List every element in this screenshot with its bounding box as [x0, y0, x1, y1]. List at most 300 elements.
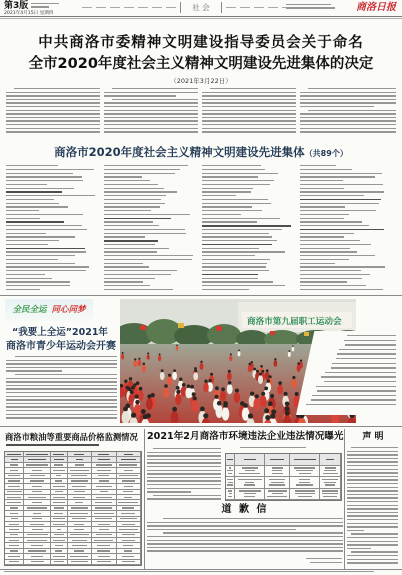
table-cell: [265, 489, 290, 501]
athlete-head: [214, 395, 218, 399]
cell-text: [30, 475, 45, 476]
table-cell: [92, 560, 116, 565]
athlete-head: [193, 396, 197, 400]
cell-text: [95, 507, 112, 508]
text-line: [104, 263, 143, 264]
text-line: [104, 92, 198, 93]
cell-text: [71, 507, 88, 508]
honor-list-col3: [202, 165, 296, 292]
text-line: [202, 218, 280, 219]
athlete-head: [176, 390, 180, 394]
text-line: [14, 88, 100, 89]
text-line: [6, 199, 54, 200]
athlete-head: [159, 354, 161, 356]
athlete-body: [142, 365, 146, 372]
text-line: [104, 229, 185, 230]
cell-text: [122, 561, 135, 562]
athlete-head: [190, 385, 194, 389]
text-line: [104, 184, 158, 185]
cell-text: [53, 518, 64, 519]
cell-text: [56, 475, 61, 476]
text-line: [300, 263, 335, 264]
athlete-head: [192, 392, 196, 396]
cell-text: [97, 470, 111, 471]
photo-banner-text: 商洛市第九届职工运动会: [247, 317, 342, 327]
cell-text: [323, 496, 336, 497]
cell-text: [95, 518, 112, 519]
cell-text: [33, 513, 41, 514]
page-number: 第3版: [4, 1, 29, 11]
athlete-body: [133, 360, 137, 367]
cell-text: [119, 464, 137, 465]
text-line: [147, 452, 221, 453]
cell-text: [70, 513, 88, 514]
text-line: [104, 206, 160, 207]
text-line: [104, 120, 198, 121]
text-line: [202, 225, 291, 227]
text-line: [147, 491, 191, 492]
text-line: [6, 195, 95, 196]
athlete-head: [135, 395, 139, 399]
table-cell: [320, 489, 341, 501]
honor-list-col2: [104, 165, 198, 292]
athlete-head: [164, 384, 168, 388]
text-line: [147, 525, 343, 526]
text-line: [6, 378, 117, 379]
athlete-head: [147, 394, 151, 398]
table-cell: [265, 477, 290, 489]
text-line: [202, 251, 285, 252]
text-line: [6, 236, 75, 237]
text-line: [331, 367, 396, 368]
cell-text: [8, 486, 20, 487]
cell-text: [74, 524, 84, 525]
text-line: [104, 255, 193, 256]
text-line: [6, 188, 74, 189]
cell-text: [53, 470, 65, 471]
text-line: [104, 131, 198, 132]
text-line: [104, 191, 177, 192]
athlete-body: [203, 383, 209, 393]
cell-text: [30, 480, 44, 481]
athlete-head: [228, 370, 231, 373]
text-line: [347, 508, 398, 509]
statement-text: [347, 447, 398, 567]
text-line: [104, 289, 173, 290]
cell-text: [121, 459, 136, 460]
text-line: [104, 95, 176, 96]
text-line: [104, 102, 198, 103]
text-line: [6, 444, 99, 446]
cell-text: [299, 473, 311, 474]
text-line: [6, 270, 86, 271]
cell-text: [298, 496, 313, 497]
text-line: [202, 92, 296, 93]
flag: [140, 325, 146, 330]
text-line: [202, 95, 296, 96]
honor-list-col4: [300, 165, 396, 292]
table-cell: [5, 560, 24, 565]
environment-violation-table: [225, 453, 342, 501]
athlete-body: [121, 354, 124, 360]
cell-text: [324, 482, 336, 483]
text-line: [6, 266, 89, 267]
text-line: [6, 176, 82, 177]
text-line: [300, 120, 396, 121]
cell-text: [228, 473, 231, 474]
cell-text: [32, 518, 41, 519]
athlete-head: [295, 392, 299, 396]
athlete-body: [175, 393, 181, 405]
cell-text: [227, 484, 233, 485]
header-rule-thin: [0, 18, 402, 19]
cell-text: [239, 490, 261, 491]
text-line: [6, 99, 100, 100]
text-line: [147, 455, 221, 456]
athlete-head: [173, 369, 176, 372]
text-line: [4, 571, 374, 572]
cell-text: [74, 454, 84, 455]
text-line: [300, 255, 375, 256]
text-line: [300, 248, 350, 249]
text-line: [153, 495, 221, 496]
text-line: [104, 221, 153, 222]
text-line: [15, 356, 117, 357]
text-line: [104, 281, 143, 282]
table-cell: [235, 477, 265, 489]
text-line: [104, 244, 155, 245]
text-line: [6, 106, 100, 107]
text-line: [202, 236, 272, 237]
cell-text: [294, 467, 315, 468]
text-line: [6, 406, 117, 407]
text-line: [347, 555, 398, 556]
cell-text: [323, 473, 338, 474]
athlete-head: [230, 353, 232, 355]
text-line: [300, 176, 375, 177]
text-line: [300, 199, 381, 201]
column-divider: [344, 429, 345, 569]
text-line: [202, 113, 296, 114]
text-line: [347, 523, 398, 524]
table-cell: [24, 560, 51, 565]
cell-text: [99, 480, 109, 481]
athlete-body: [238, 351, 241, 356]
text-line: [6, 414, 117, 415]
athlete-body: [138, 360, 142, 367]
text-line: [104, 195, 166, 196]
athlete-head: [172, 407, 177, 412]
text-line: [6, 403, 117, 404]
text-line: [300, 285, 366, 286]
text-line: [147, 543, 343, 544]
athlete-head: [259, 373, 262, 376]
cell-text: [98, 454, 109, 455]
text-line: [6, 225, 82, 226]
text-line: [6, 218, 40, 219]
text-line: [300, 173, 382, 174]
cell-text: [322, 493, 339, 494]
athlete-body: [222, 407, 230, 421]
athlete-body: [200, 363, 204, 370]
text-line: [147, 466, 221, 467]
cell-text: [227, 470, 233, 471]
cell-text: [124, 486, 133, 487]
column-divider: [144, 429, 145, 569]
athlete-head: [278, 381, 282, 385]
photo-caption-text: [304, 335, 396, 411]
text-line: [104, 106, 198, 107]
cell-text: [70, 556, 88, 557]
text-line: [300, 206, 345, 207]
cell-text: [245, 470, 255, 471]
text-line: [300, 259, 349, 260]
text-line: [147, 473, 221, 474]
flag: [304, 332, 309, 336]
text-line: [310, 562, 342, 563]
cell-text: [98, 459, 110, 460]
text-line: [202, 240, 277, 241]
text-line: [300, 221, 362, 222]
cell-text: [119, 529, 138, 530]
text-line: [6, 191, 62, 193]
text-line: [300, 281, 347, 282]
athlete-body: [253, 398, 260, 410]
text-line: [6, 240, 59, 241]
text-line: [347, 505, 398, 506]
athlete-body: [234, 392, 240, 403]
text-line: [300, 106, 374, 107]
text-line: [112, 88, 198, 89]
text-line: [6, 396, 117, 397]
text-line: [202, 255, 255, 256]
text-line: [347, 515, 398, 516]
flag: [270, 331, 275, 335]
cell-text: [296, 470, 313, 471]
text-line: [104, 278, 155, 279]
text-line: [336, 358, 396, 359]
cell-text: [123, 491, 133, 492]
cell-text: [270, 459, 284, 460]
athlete-body: [274, 360, 278, 367]
athlete-body: [163, 387, 169, 398]
cell-text: [32, 529, 43, 530]
athlete-head: [182, 383, 186, 387]
athlete-head: [253, 368, 256, 371]
table-cell: [117, 560, 141, 565]
text-line: [104, 274, 171, 275]
athlete-head: [139, 387, 143, 391]
apology-letter-text: [147, 518, 343, 556]
text-line: [104, 180, 150, 181]
text-line: [6, 110, 100, 111]
cell-text: [32, 486, 43, 487]
text-line: [300, 102, 396, 103]
athlete-head: [264, 387, 268, 391]
text-line: [202, 244, 272, 246]
text-line: [202, 206, 252, 207]
text-line: [347, 548, 371, 549]
cell-text: [121, 513, 135, 514]
text-line: [300, 218, 344, 219]
text-line: [147, 488, 221, 489]
cell-text: [244, 493, 256, 494]
text-line: [210, 88, 296, 89]
cell-text: [244, 496, 255, 497]
cell-text: [10, 534, 18, 535]
text-line: [347, 335, 396, 336]
cell-text: [118, 502, 138, 503]
text-line: [104, 270, 177, 271]
cell-text: [122, 556, 134, 557]
cell-text: [27, 507, 47, 508]
text-line: [6, 221, 64, 223]
table-header-cell: [226, 454, 235, 466]
cell-text: [299, 482, 310, 483]
cell-text: [27, 534, 48, 535]
cell-text: [72, 486, 86, 487]
text-line: [202, 203, 271, 204]
decision-body-col4: [300, 88, 396, 136]
text-line: [300, 195, 364, 196]
cell-text: [31, 556, 42, 557]
cell-text: [124, 454, 133, 455]
text-line: [202, 270, 269, 271]
cell-text: [94, 540, 113, 541]
text-line: [240, 447, 306, 448]
cell-text: [74, 550, 84, 551]
cell-text: [122, 540, 135, 541]
athlete-body: [292, 347, 295, 352]
text-line: [6, 95, 100, 96]
environment-table-caption: [240, 447, 330, 451]
athlete-body: [229, 355, 232, 361]
text-line: [347, 544, 398, 545]
athlete-head: [210, 373, 213, 376]
text-line: [300, 233, 354, 234]
cell-text: [10, 464, 17, 465]
cell-text: [97, 550, 110, 551]
text-line: [104, 251, 157, 252]
cell-text: [75, 464, 84, 465]
athlete-head: [131, 413, 136, 418]
cell-text: [322, 479, 338, 480]
sports-body-text: [6, 356, 117, 422]
athlete-head: [122, 352, 124, 354]
text-line: [202, 281, 273, 282]
athlete-head: [143, 363, 146, 366]
decision-body-col3: [202, 88, 296, 136]
text-line: [347, 530, 364, 531]
cell-text: [53, 524, 65, 525]
cell-text: [57, 529, 62, 530]
text-line: [147, 459, 221, 460]
text-line: [202, 214, 241, 215]
athlete-head: [249, 363, 252, 366]
athlete-head: [264, 408, 269, 413]
athlete-head: [200, 407, 205, 412]
athlete-head: [147, 352, 149, 354]
text-line: [202, 128, 296, 129]
text-line: [6, 214, 83, 215]
text-line: [286, 4, 331, 5]
cell-text: [53, 556, 66, 557]
text-line: [347, 487, 398, 488]
cell-text: [227, 479, 233, 480]
athlete-body: [191, 400, 198, 413]
cell-text: [229, 467, 232, 468]
cell-text: [272, 473, 283, 474]
text-line: [147, 470, 221, 471]
athlete-head: [268, 401, 273, 406]
header-rule: [0, 16, 402, 17]
athlete-body: [258, 375, 263, 384]
text-line: [6, 360, 117, 361]
text-line: [347, 541, 398, 542]
text-line: [6, 165, 58, 166]
decision-date: （2021年3月22日）: [170, 77, 232, 85]
athlete-head: [292, 345, 294, 347]
text-line: [6, 180, 83, 181]
text-line: [308, 88, 396, 89]
cell-text: [122, 480, 135, 481]
text-line: [104, 176, 142, 177]
text-line: [300, 270, 361, 271]
text-line: [300, 214, 349, 215]
cell-text: [99, 529, 109, 530]
cell-text: [98, 475, 109, 476]
text-line: [202, 229, 282, 230]
athlete-body: [227, 372, 232, 380]
athlete-head: [285, 402, 290, 407]
cell-text: [30, 524, 43, 525]
athlete-head: [300, 360, 302, 362]
athlete-body: [260, 395, 267, 407]
text-line: [300, 124, 396, 125]
text-line: [104, 225, 159, 226]
table-cell: [265, 466, 290, 478]
text-line: [300, 236, 344, 237]
athlete-head: [194, 369, 197, 372]
cell-text: [98, 524, 110, 525]
text-line: [300, 188, 344, 189]
athlete-head: [292, 376, 295, 379]
text-line: [6, 285, 70, 286]
text-line: [202, 173, 278, 174]
cell-text: [124, 497, 132, 498]
cell-text: [10, 507, 18, 508]
newspaper-logo: 商洛日报: [356, 2, 396, 13]
athlete-head: [270, 414, 275, 419]
environment-report-text: [147, 448, 221, 502]
cell-text: [269, 484, 285, 485]
price-monitor-table: [4, 451, 142, 566]
cell-text: [27, 540, 47, 541]
text-line: [6, 113, 100, 114]
text-line: [104, 214, 190, 215]
text-line: [6, 244, 48, 245]
text-line: [147, 522, 343, 523]
athlete-head: [130, 390, 134, 394]
cell-text: [97, 545, 110, 546]
cell-text: [96, 486, 112, 487]
text-line: [300, 169, 352, 170]
cell-text: [73, 497, 85, 498]
text-line: [147, 547, 343, 548]
cell-text: [11, 459, 18, 460]
text-line: [300, 251, 357, 252]
cell-text: [26, 464, 48, 465]
